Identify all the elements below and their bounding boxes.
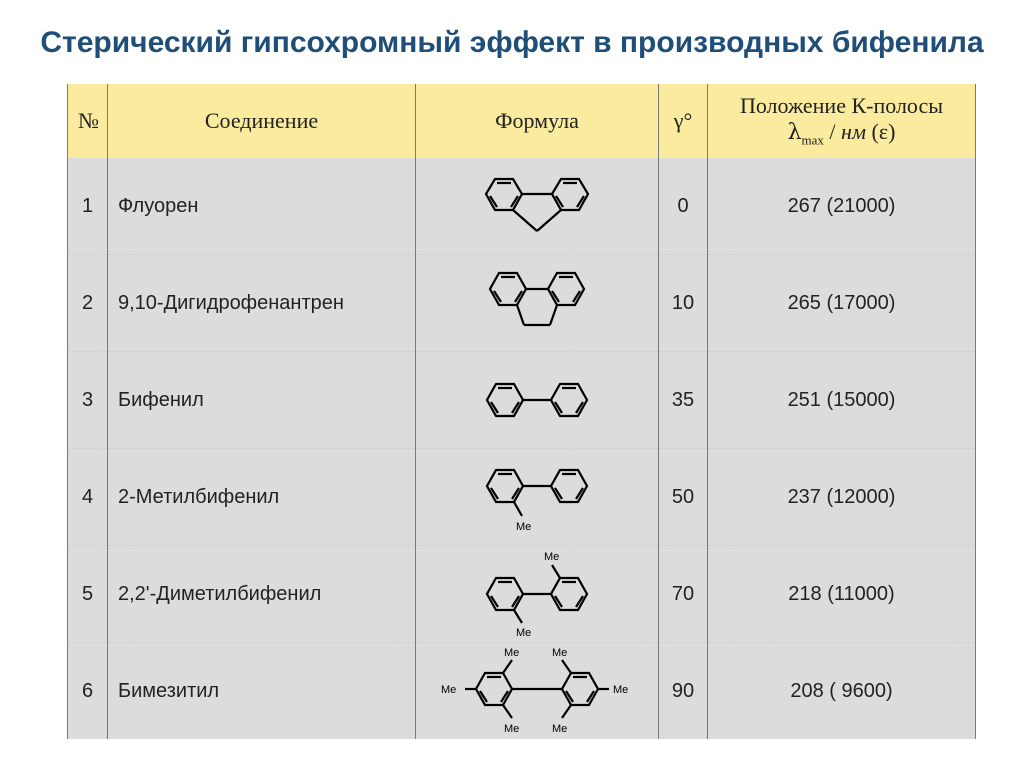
compound-name: Флуорен	[108, 158, 416, 255]
row-number: 3	[68, 352, 108, 449]
table-row	[68, 255, 976, 352]
methyl-label: Me	[504, 723, 520, 735]
row-number: 6	[68, 643, 108, 740]
band-value: 208 ( 9600)	[708, 643, 976, 740]
compound-name: Бимезитил	[108, 643, 416, 740]
compound-name: 9,10-Дигидрофенантрен	[108, 255, 416, 352]
header-band-line2: $\lambda_{max}$ / нм (ε)	[787, 119, 896, 148]
header-band-line1: Положение К-полосы	[739, 93, 944, 119]
gamma-value: 35	[659, 352, 708, 449]
header-formula: Формула	[416, 84, 659, 158]
compound-name: Бифенил	[108, 352, 416, 449]
methyl-label: Me	[516, 627, 532, 639]
epsilon-label: (ε)	[871, 119, 896, 145]
formula-cell	[416, 546, 659, 643]
lambda-symbol: λ	[787, 120, 802, 146]
data-table	[67, 84, 975, 739]
band-value: 265 (17000)	[708, 255, 976, 352]
formula-cell	[416, 643, 659, 740]
header-band-position	[708, 84, 976, 158]
band-value: 251 (15000)	[708, 352, 976, 449]
gamma-value: 0	[659, 158, 708, 255]
lambda-subscript: max	[801, 132, 824, 148]
gamma-value: 10	[659, 255, 708, 352]
methylbiphenyl-structure-icon	[472, 452, 602, 542]
gamma-value: 70	[659, 546, 708, 643]
row-number: 1	[68, 158, 108, 255]
page-title: Стерический гипсохромный эффект в производных бифенила	[40, 26, 984, 59]
header-number: №	[68, 84, 108, 158]
formula-cell	[416, 449, 659, 546]
table-row	[68, 158, 976, 255]
formula-cell	[416, 158, 659, 255]
table-row	[68, 449, 976, 546]
unit-label: нм	[841, 119, 867, 145]
bimesityl-structure-icon	[428, 644, 646, 738]
row-number: 5	[68, 546, 108, 643]
dimethylbiphenyl-structure-icon	[472, 547, 602, 641]
methyl-label: Me	[552, 647, 568, 659]
methyl-label: Me	[613, 684, 629, 696]
dihydrophenanthrene-structure-icon	[472, 265, 602, 341]
formula-cell	[416, 352, 659, 449]
band-value: 218 (11000)	[708, 546, 976, 643]
methyl-label: Me	[504, 647, 520, 659]
table-row	[68, 643, 976, 740]
methyl-label: Me	[516, 521, 532, 533]
row-number: 4	[68, 449, 108, 546]
methyl-label: Me	[441, 684, 457, 696]
fluorene-structure-icon	[472, 168, 602, 244]
header-gamma: γ°	[659, 84, 708, 158]
biphenyl-structure-icon	[472, 362, 602, 438]
compound-name: 2,2'-Диметилбифенил	[108, 546, 416, 643]
formula-cell	[416, 255, 659, 352]
table-row	[68, 546, 976, 643]
table-header-row	[68, 84, 976, 158]
band-value: 237 (12000)	[708, 449, 976, 546]
header-compound: Соединение	[108, 84, 416, 158]
methyl-label: Me	[552, 723, 568, 735]
gamma-value: 50	[659, 449, 708, 546]
methyl-label: Me	[544, 551, 560, 563]
table-row	[68, 352, 976, 449]
gamma-value: 90	[659, 643, 708, 740]
compound-name: 2-Метилбифенил	[108, 449, 416, 546]
band-value: 267 (21000)	[708, 158, 976, 255]
row-number: 2	[68, 255, 108, 352]
